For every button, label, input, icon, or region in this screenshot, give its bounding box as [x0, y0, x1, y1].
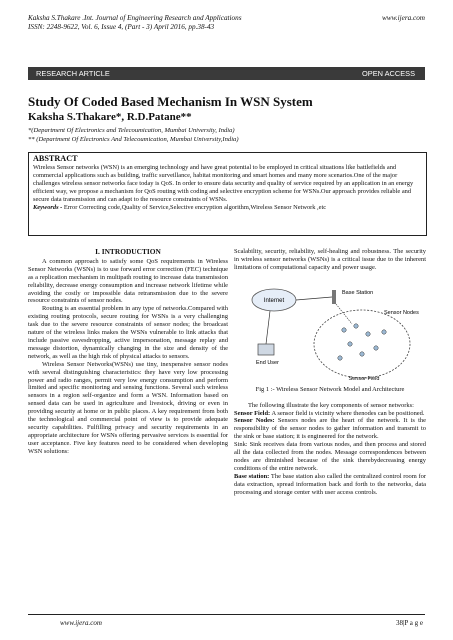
- affiliation-2: ** (Department Of Electronics And Telecoumication, Mumbai University,India): [28, 136, 239, 143]
- base-station-tower: [332, 290, 336, 304]
- base-station-term: Base station:: [234, 472, 270, 480]
- link-base-field: [336, 304, 352, 324]
- sensor-node: [342, 328, 346, 332]
- research-article-label: RESEARCH ARTICLE: [36, 69, 110, 78]
- paper-authors: Kaksha S.Thakare*, R.D.Patane**: [28, 111, 192, 123]
- figure-caption: Fig 1 :- Wireless Sensor Network Model and Architecture: [255, 385, 405, 393]
- journal-line-2: ISSN: 2248-9622, Vol. 6, Issue 4, (Part - 3) April 2016, pp.38-43: [28, 23, 215, 31]
- affiliation-1: *(Department Of Electronics and Telecoumication, Mumbai University, India): [28, 127, 235, 134]
- sensor-node: [354, 324, 358, 328]
- base-station-definition: [234, 473, 426, 497]
- sensor-node: [382, 330, 386, 334]
- intro-paragraph-3: Wireless Sensor Networks(WSNs) use tiny, inexpensive sensor nodes with several distinguishing characteristics: they have very low processing power and radio ranges, permit very low energy consumption and perform limited and specific monitoring and sensing functions. Several such wireless sensors in a region self-organize and form a WSN. Information based on sensed data can be used in agriculture and livestock, driving or even in providing security at home or in public places. A key requirement from both the technological and commercial point of view is to provide adequate security capabilities. Fulfilling privacy and security requirements in an appropriate architecture for WSNs offering pervasive services is essential for user acceptance. Five key features need to be considered when developing WSN solutions:: [28, 360, 228, 455]
- sensor-field-text: A sensor field is vicinity where thenodes can be positioned.: [270, 409, 425, 417]
- base-station-label: Base Station: [342, 289, 374, 296]
- footer-rule: [28, 614, 425, 615]
- sensor-nodes-definition: [234, 417, 426, 441]
- sensor-node-group: [338, 324, 386, 360]
- link-internet-user: [266, 311, 270, 344]
- sensor-node: [360, 352, 364, 356]
- end-user-pc: [258, 344, 274, 355]
- right-paragraph-1: The following illustrate the key components of sensor networks:: [248, 401, 414, 409]
- keywords-line: [33, 204, 422, 212]
- link-internet-base: [296, 297, 332, 300]
- wsn-figure: [234, 282, 426, 384]
- footer-website[interactable]: www.ijera.com: [60, 619, 102, 627]
- article-type-band: [28, 67, 425, 80]
- sensor-field-ellipse: [314, 310, 410, 378]
- sensor-field-label: Sensor Field: [348, 375, 380, 382]
- left-column: [28, 248, 228, 456]
- intro-paragraph-2: Routing is an essential problem in any type of networks.Compared with existing routing protocols, secure routing for WSNs is a very challenging task due to the severe resource constraints of sensor nodes; the broadcast nature of the wireless links makes the WSNs vulnerable to link attacks that include passive eavesdropping, active impersonation, message replay and message distortion, dynamically changing in the size and density of the network, as well as the high risk of physical attacks to sensors.: [28, 305, 228, 360]
- base-station-text: The base station also called the centralized control room for data extraction, spread information back and forth to the networks, data processing and storage center with user access controls.: [234, 472, 426, 496]
- end-user-label: End User: [256, 359, 279, 366]
- sensor-nodes-text: Sensors nodes are the heart of the network. It is the responsibility of the sensor nodes to gather information and transmit to the sink or base station; it is engineered for the network.: [234, 417, 426, 441]
- sink-definition: Sink: Sink receives data from various nodes, and then process and stored all the data collected from the nodes. Message correspondences between nodes are diminished because of the sink therebydecreasing energy conditions of the entire network.: [234, 441, 426, 472]
- abstract-heading: ABSTRACT: [33, 154, 78, 163]
- sensor-field-term: Sensor Field:: [234, 409, 271, 417]
- sensor-node: [348, 342, 352, 346]
- sensor-node: [374, 346, 378, 350]
- right-column: [234, 248, 426, 497]
- abstract-box: [28, 152, 427, 236]
- keywords-label: Keywords -: [33, 204, 63, 211]
- sensor-nodes-label: Sensor Nodes: [384, 309, 419, 316]
- sensor-node: [338, 356, 342, 360]
- right-paragraph-0: Scalability, security, reliability, self-healing and robustness. The security in wireless sensor networks (WSNs) is a critical issue due to the inherent limitations of computational capacity and power usage.: [234, 248, 426, 271]
- sensor-field-definition: [234, 410, 426, 418]
- paper-title: Study Of Coded Based Mechanism In WSN System: [28, 94, 313, 109]
- sensor-nodes-term: Sensor Nodes:: [234, 417, 275, 425]
- wsn-architecture-diagram: [234, 282, 426, 382]
- footer-page-number: 38|P a g e: [396, 619, 423, 627]
- keywords-text: Error Correcting code,Quality of Service,Selective encryption algorithm,Wireless Sensor Network ,etc: [62, 204, 327, 211]
- abstract-text: Wireless Sensor networks (WSN) is an emerging technology and have great potential to be employed in critical situations like battlefields and commercial applications such as building, traffic surveillance, habitat monitoring and smart homes and many more scenarios.One of the major challenges wireless sensor networks face today is QoS. In order to ensure data security and quality of service required by an application in an energy efficient way, we propose a mechanism for QoS routing with coding and selective encryption scheme for WSNs.Our approach provides reliable and secure data transmission and can adapt to the resource constraints of WSNs.: [33, 164, 414, 203]
- internet-label: Internet: [263, 297, 285, 304]
- intro-paragraph-1: A common approach to satisfy some QoS requirements in Wireless Sensor Networks (WSNs) is to use forward error correction (FEC) technique as a replication mechanism in multipath routing to increase data transmission reliability, decrease energy consumption and increase network lifetime while avoiding the costly or impossible data retransmission due to the severe resource constraints of sensor nodes.: [28, 257, 228, 305]
- sensor-node: [366, 332, 370, 336]
- open-access-label: OPEN ACCESS: [362, 69, 415, 78]
- journal-line-1: Kaksha S.Thakare .Int. Journal of Engineering Research and Applications: [28, 14, 242, 22]
- section-heading-introduction: I. INTRODUCTION: [95, 247, 161, 256]
- journal-website[interactable]: www.ijera.com: [382, 14, 425, 22]
- journal-citation: [28, 14, 242, 32]
